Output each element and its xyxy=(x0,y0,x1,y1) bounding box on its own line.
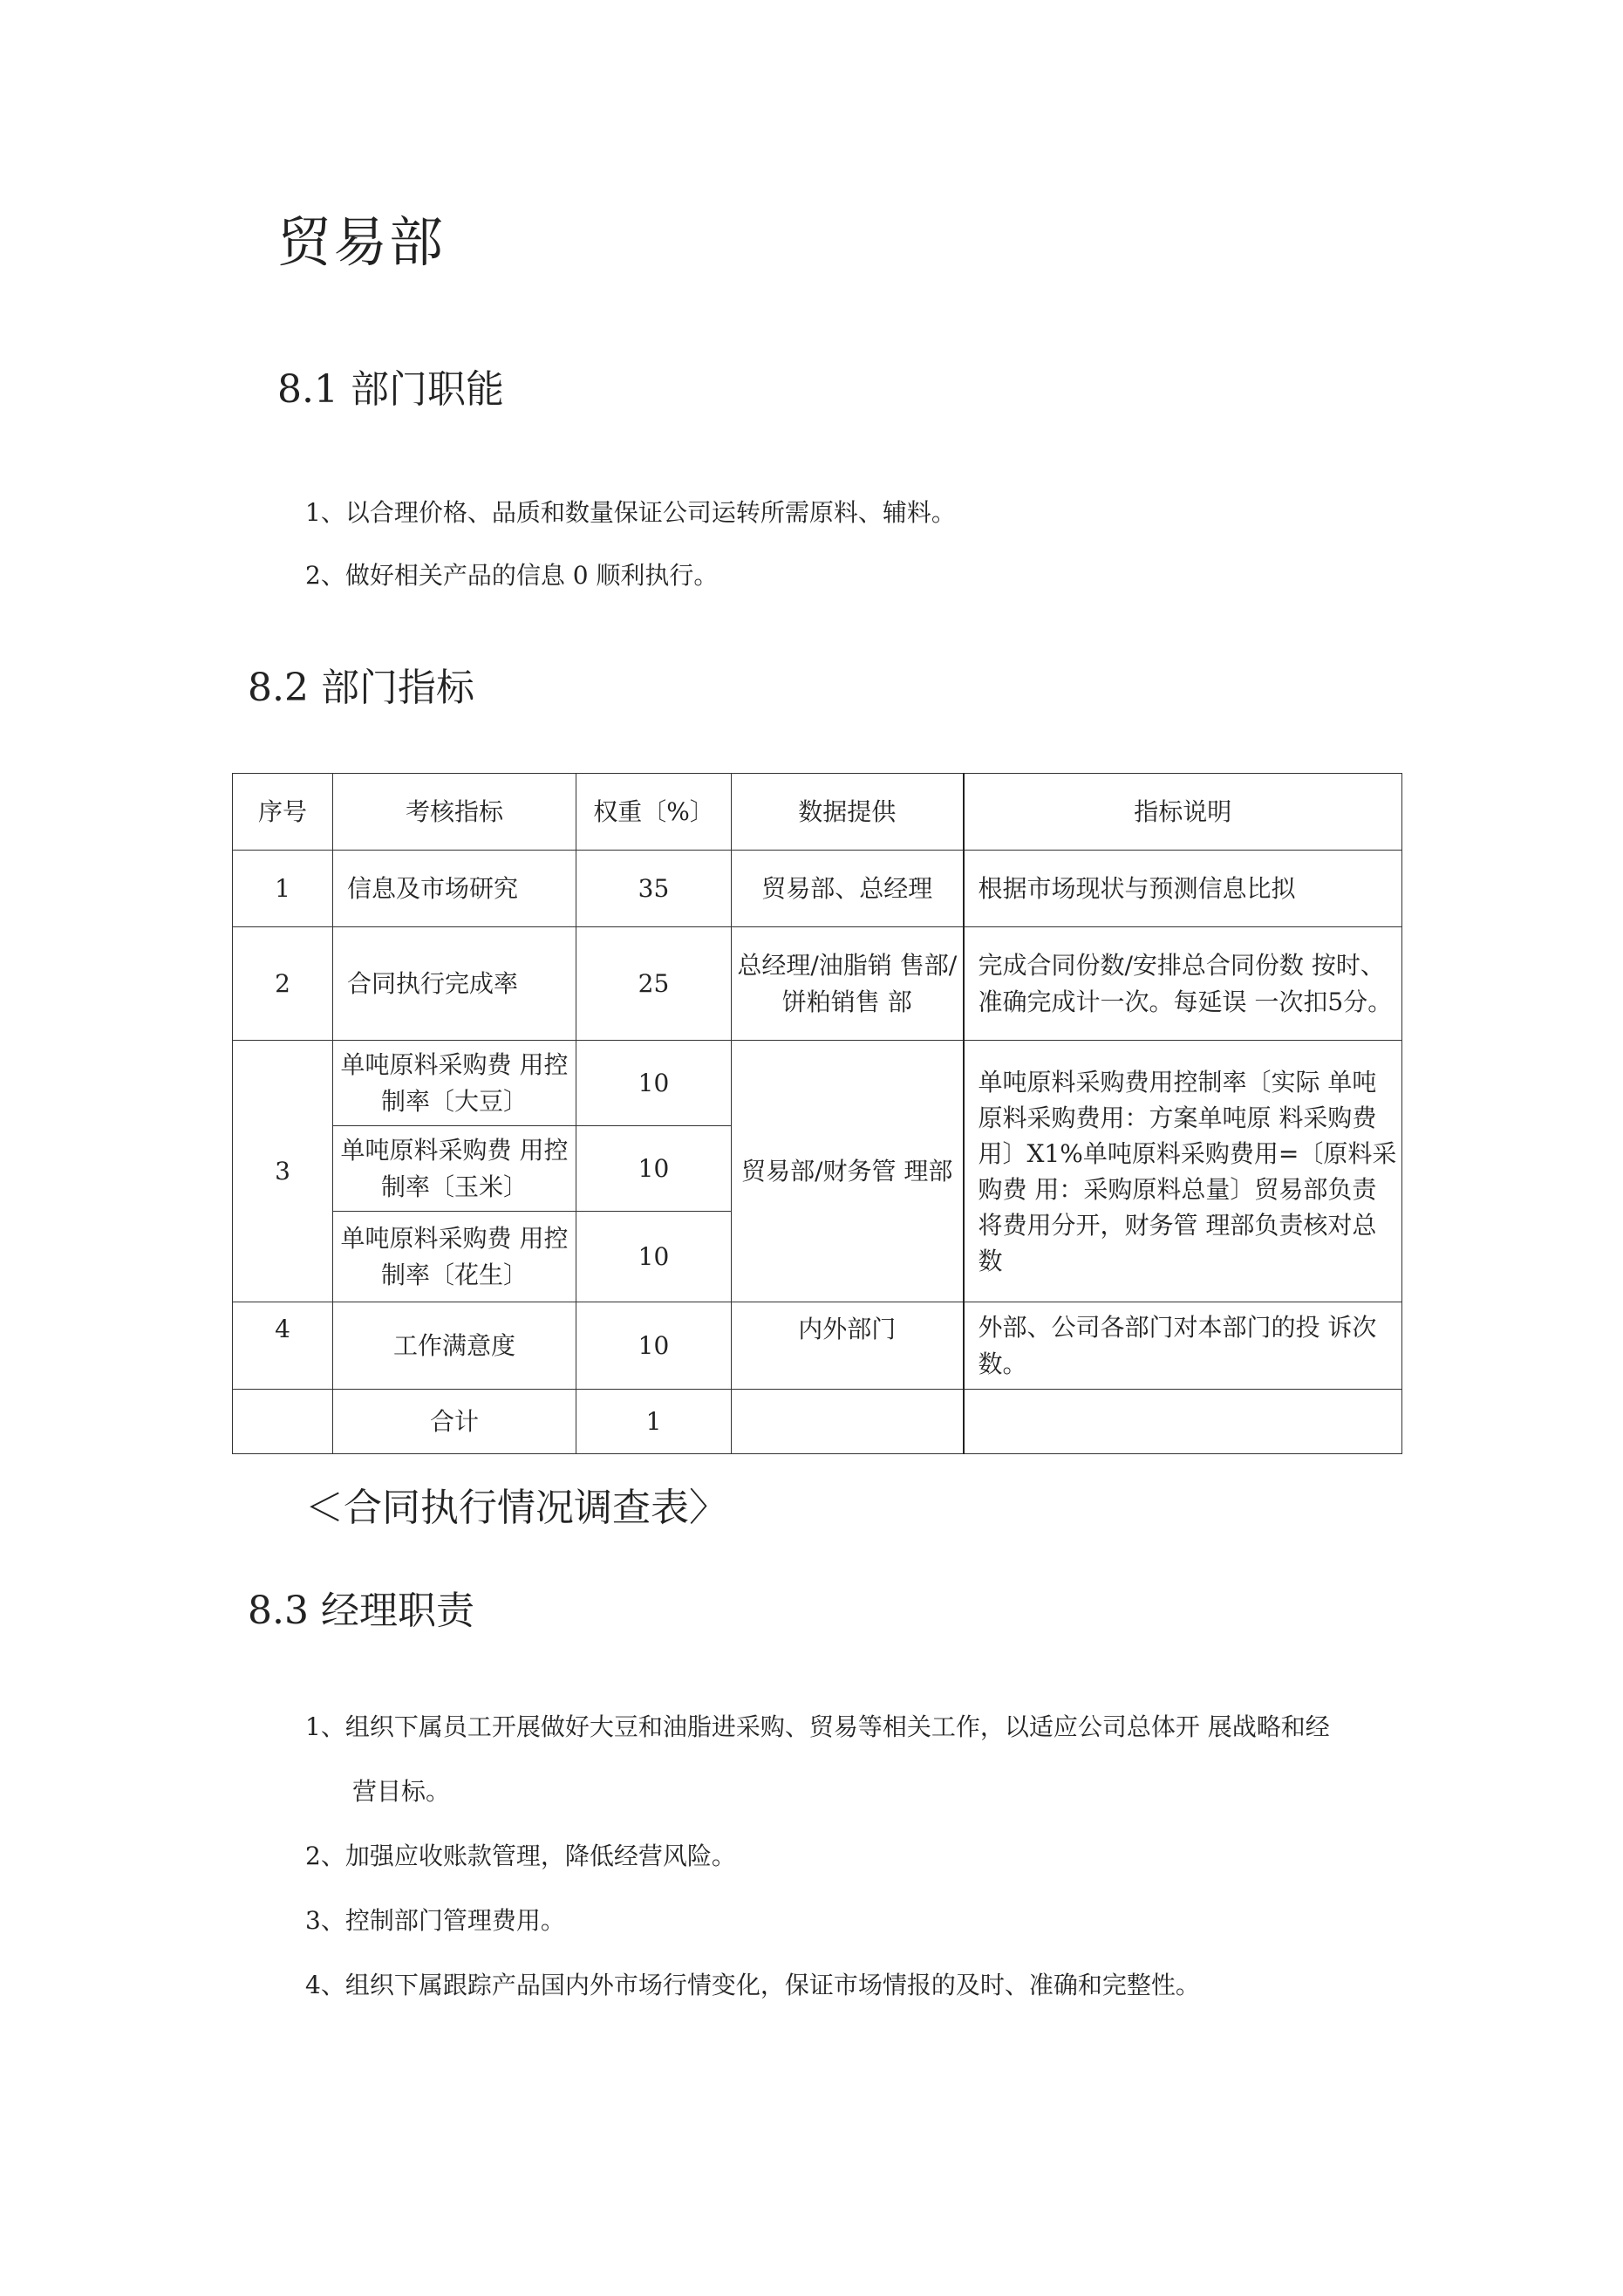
cell-description: 单吨原料采购费用控制率〔实际 单吨原料采购费用：方案单吨原 料采购费用〕X1%单吨原料采购费用=〔原料采购费 用：采购原料总量〕贸易部负责将费用分开，财务管 理部负责核对总数 xyxy=(964,1041,1402,1302)
cell-indicator: 单吨原料采购费 用控制率〔大豆〕 xyxy=(333,1041,576,1126)
duty-item-2: 2、加强应收账款管理，降低经营风险。 xyxy=(305,1842,736,1870)
cell-provider: 总经理/油脂销 售部/饼粕销售 部 xyxy=(732,927,964,1041)
cell-no: 4 xyxy=(233,1302,333,1390)
cell-weight: 10 xyxy=(576,1041,732,1126)
page-title: 贸易部 xyxy=(277,210,446,274)
header-indicator: 考核指标 xyxy=(333,774,576,851)
duty-item-4: 4、组织下属跟踪产品国内外市场行情变化，保证市场情报的及时、准确和完整性。 xyxy=(305,1971,1200,1999)
cell-no: 2 xyxy=(233,927,333,1041)
header-provider: 数据提供 xyxy=(732,774,964,851)
table-caption: ＜合同执行情况调查表〉 xyxy=(305,1486,727,1530)
table-row xyxy=(233,851,1402,927)
header-no: 序号 xyxy=(233,774,333,851)
cell-description: 根据市场现状与预测信息比拟 xyxy=(964,851,1402,927)
duty-item-3: 3、控制部门管理费用。 xyxy=(305,1906,565,1935)
cell-indicator: 信息及市场研究 xyxy=(333,851,576,927)
table-row xyxy=(233,927,1402,1041)
cell-no xyxy=(233,1390,333,1454)
cell-indicator: 合计 xyxy=(333,1390,576,1454)
header-description: 指标说明 xyxy=(964,774,1402,851)
section-heading-functions: 8.1 部门职能 xyxy=(277,367,504,412)
cell-indicator: 工作满意度 xyxy=(333,1302,576,1390)
function-item-1: 1、以合理价格、品质和数量保证公司运转所需原料、辅料。 xyxy=(305,498,956,527)
cell-weight: 10 xyxy=(576,1212,732,1302)
header-weight: 权重〔%〕 xyxy=(576,774,732,851)
table-row xyxy=(233,1390,1402,1454)
indicator-table xyxy=(232,773,1402,1454)
cell-weight: 1 xyxy=(576,1390,732,1454)
cell-weight: 35 xyxy=(576,851,732,927)
cell-description: 外部、公司各部门对本部门的投 诉次数。 xyxy=(964,1302,1402,1390)
table-header-row xyxy=(233,774,1402,851)
cell-provider: 贸易部、总经理 xyxy=(732,851,964,927)
cell-provider xyxy=(732,1390,964,1454)
duty-item-1-cont: 营目标。 xyxy=(352,1777,451,1806)
cell-indicator: 合同执行完成率 xyxy=(333,927,576,1041)
duty-item-1: 1、组织下属员工开展做好大豆和油脂进采购、贸易等相关工作，以适应公司总体开 展战略和经 xyxy=(305,1712,1330,1741)
cell-weight: 10 xyxy=(576,1126,732,1212)
cell-provider: 贸易部/财务管 理部 xyxy=(732,1041,964,1302)
cell-no: 3 xyxy=(233,1041,333,1302)
cell-description: 完成合同份数/安排总合同份数 按时、准确完成计一次。每延误 一次扣5分。 xyxy=(964,927,1402,1041)
function-item-2: 2、做好相关产品的信息 0 顺利执行。 xyxy=(305,561,719,590)
cell-weight: 25 xyxy=(576,927,732,1041)
cell-description xyxy=(964,1390,1402,1454)
cell-no: 1 xyxy=(233,851,333,927)
cell-provider: 内外部门 xyxy=(732,1302,964,1390)
cell-indicator: 单吨原料采购费 用控制率〔花生〕 xyxy=(333,1212,576,1302)
section-heading-indicators: 8.2 部门指标 xyxy=(248,666,474,710)
table-row xyxy=(233,1041,1402,1126)
table-row xyxy=(233,1302,1402,1390)
cell-indicator: 单吨原料采购费 用控制率〔玉米〕 xyxy=(333,1126,576,1212)
cell-weight: 10 xyxy=(576,1302,732,1390)
section-heading-duties: 8.3 经理职责 xyxy=(248,1589,474,1633)
